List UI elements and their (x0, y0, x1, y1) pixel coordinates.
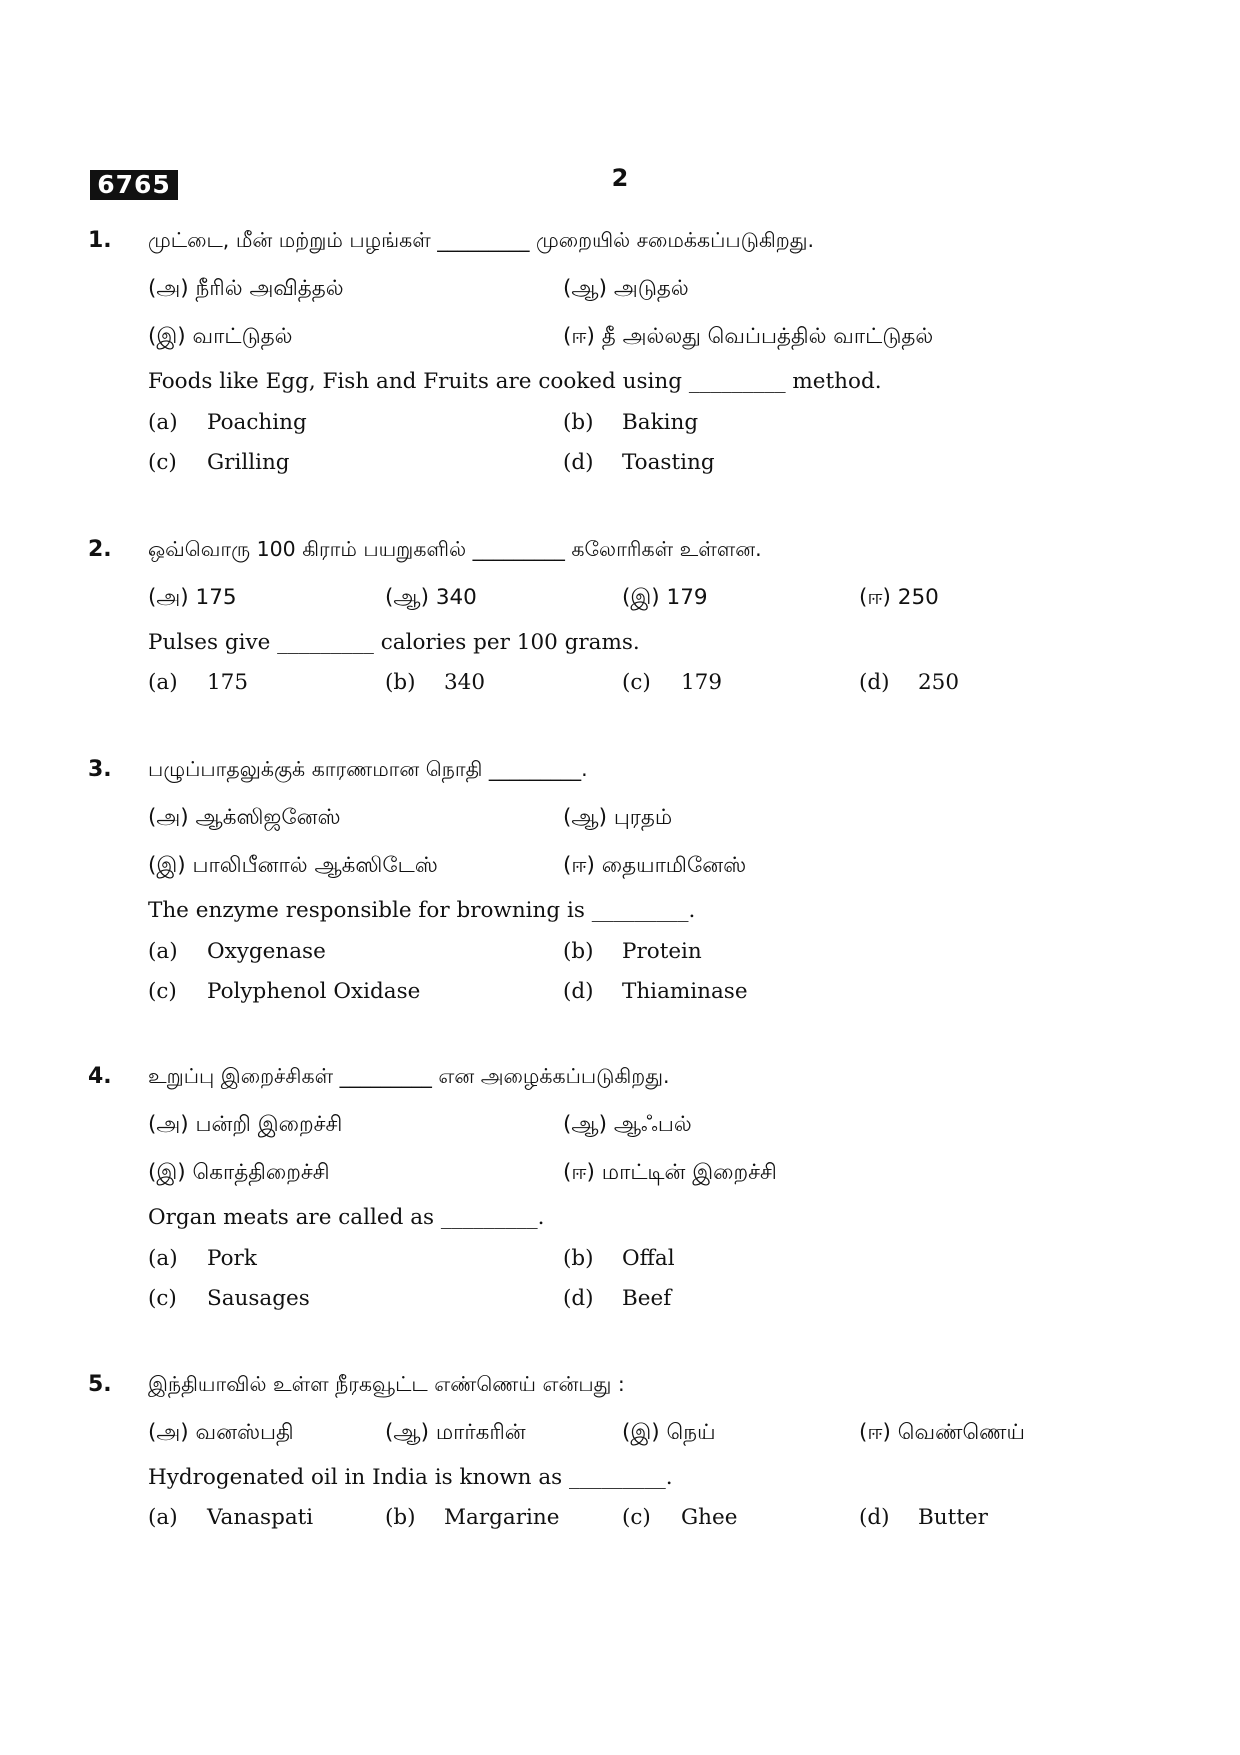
tamil-option-c: (இ) 179 (622, 585, 708, 610)
question-number: 2. (88, 537, 112, 562)
question-text-tamil: பழுப்பாதலுக்குக் காரணமான நொதி _________. (148, 757, 588, 781)
tamil-option-d: (ஈ) வெண்ணெய் (859, 1420, 1025, 1445)
tamil-option-d: (ஈ) தீ அல்லது வெப்பத்தில் வாட்டுதல் (563, 324, 934, 349)
tamil-option-c: (இ) பாலிபீனால் ஆக்ஸிடேஸ் (148, 853, 438, 878)
question-text-tamil: முட்டை, மீன் மற்றும் பழங்கள் _________ முறையில் சமைக்கப்படுகிறது. (148, 228, 814, 252)
tamil-option-a: (அ) நீரில் அவித்தல் (148, 276, 344, 301)
question-text-tamil: இந்தியாவில் உள்ள நீரகவூட்ட எண்ணெய் என்பது : (148, 1372, 625, 1396)
question-text-english: Foods like Egg, Fish and Fruits are cooked using _________ method. (148, 369, 882, 394)
tamil-option-a: (அ) வனஸ்பதி (148, 1420, 294, 1445)
english-option-a: (a) Pork (148, 1246, 257, 1271)
tamil-option-b: (ஆ) அடுதல் (563, 276, 689, 301)
tamil-option-d: (ஈ) மாட்டின் இறைச்சி (563, 1160, 777, 1185)
tamil-option-a: (அ) ஆக்ஸிஜனேஸ் (148, 805, 341, 830)
english-option-a: (a) Vanaspati (148, 1505, 314, 1530)
english-option-b: (b) Offal (563, 1246, 675, 1271)
tamil-option-c: (இ) கொத்திறைச்சி (148, 1160, 330, 1185)
english-option-d: (d) Toasting (563, 450, 715, 475)
english-option-b: (b) 340 (385, 670, 486, 695)
english-option-b: (b) Margarine (385, 1505, 560, 1530)
question-text-english: Pulses give _________ calories per 100 grams. (148, 630, 640, 655)
tamil-option-a: (அ) பன்றி இறைச்சி (148, 1112, 343, 1137)
question-number: 1. (88, 228, 112, 253)
english-option-c: (c) Ghee (622, 1505, 738, 1530)
english-option-a: (a) Poaching (148, 410, 307, 435)
english-option-c: (c) Grilling (148, 450, 290, 475)
question-text-english: Organ meats are called as _________. (148, 1205, 545, 1230)
tamil-option-b: (ஆ) ஆஃபல் (563, 1112, 692, 1137)
english-option-a: (a) Oxygenase (148, 939, 326, 964)
question-text-english: Hydrogenated oil in India is known as _________. (148, 1465, 673, 1490)
question-number: 4. (88, 1064, 112, 1089)
english-option-c: (c) Polyphenol Oxidase (148, 979, 421, 1004)
question-text-english: The enzyme responsible for browning is _________. (148, 898, 696, 923)
tamil-option-c: (இ) வாட்டுதல் (148, 324, 293, 349)
question-number: 5. (88, 1372, 112, 1397)
english-option-b: (b) Baking (563, 410, 699, 435)
tamil-option-b: (ஆ) 340 (385, 585, 477, 610)
question-text-tamil: ஒவ்வொரு 100 கிராம் பயறுகளில் _________ கலோரிகள் உள்ளன. (148, 537, 762, 561)
english-option-d: (d) 250 (859, 670, 960, 695)
english-option-d: (d) Butter (859, 1505, 988, 1530)
tamil-option-a: (அ) 175 (148, 585, 237, 610)
tamil-option-c: (இ) நெய் (622, 1420, 716, 1445)
english-option-d: (d) Beef (563, 1286, 672, 1311)
question-number: 3. (88, 757, 112, 782)
tamil-option-b: (ஆ) மார்கரின் (385, 1420, 526, 1445)
tamil-option-d: (ஈ) தையாமினேஸ் (563, 853, 747, 878)
question-text-tamil: உறுப்பு இறைச்சிகள் _________ என அழைக்கப்படுகிறது. (148, 1064, 670, 1088)
paper-code-badge: 6765 (90, 170, 178, 200)
tamil-option-b: (ஆ) புரதம் (563, 805, 673, 830)
english-option-b: (b) Protein (563, 939, 702, 964)
english-option-c: (c) Sausages (148, 1286, 310, 1311)
english-option-a: (a) 175 (148, 670, 249, 695)
english-option-c: (c) 179 (622, 670, 723, 695)
tamil-option-d: (ஈ) 250 (859, 585, 939, 610)
page-number: 2 (611, 164, 629, 192)
english-option-d: (d) Thiaminase (563, 979, 748, 1004)
